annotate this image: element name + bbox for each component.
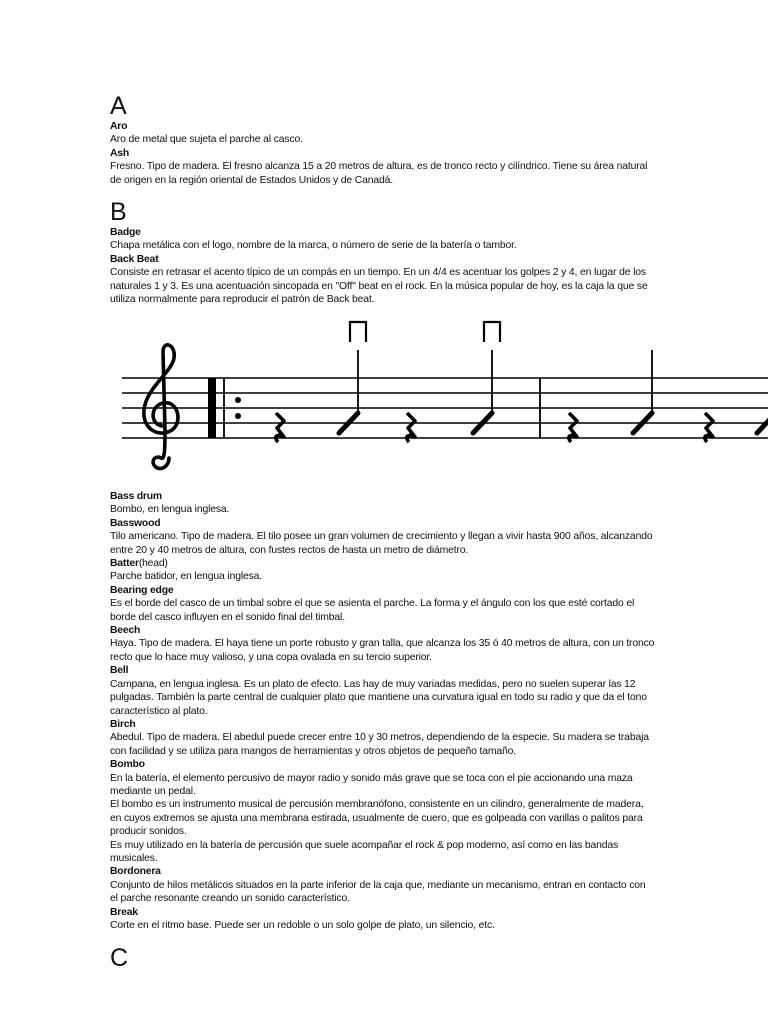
section-b bbox=[110, 198, 655, 306]
entry-term: Bell bbox=[110, 665, 129, 677]
entry-back-beat bbox=[110, 253, 655, 307]
entry-definition: En la batería, el elemento percusivo de mayor radio y sonido más grave que se toca con el pie accionando una maza mediante un pedal. bbox=[110, 772, 633, 797]
treble-clef-icon bbox=[144, 345, 178, 469]
entry-definition: El bombo es un instrumento musical de percusión membranófono, consistente en un cilindro, generalmente de madera, en cuyos extremos se ajusta una membrana estirada, usualmente de cuero, que es golpeada con varillas o palitos para producir sonidos. bbox=[110, 799, 644, 838]
entry-definition: Aro de metal que sujeta el parche al casco. bbox=[110, 134, 303, 146]
entry-term: Break bbox=[110, 906, 138, 918]
entry-term: Bombo bbox=[110, 759, 145, 771]
entry-term-suffix: (head) bbox=[138, 558, 168, 570]
entry-break bbox=[110, 906, 655, 933]
down-bow-accent-icon bbox=[350, 322, 366, 342]
entry-bordonera bbox=[110, 865, 655, 905]
entry-bearing-edge bbox=[110, 584, 655, 624]
entry-term: Bordonera bbox=[110, 866, 161, 878]
entry-bell bbox=[110, 664, 655, 718]
entry-badge bbox=[110, 226, 655, 253]
slash-note bbox=[757, 350, 768, 433]
section-letter-a: A bbox=[110, 92, 127, 120]
entry-definition: Haya. Tipo de madera. El haya tiene un porte robusto y gran talla, que alcanza los 35 ó 40 metros de altura, con un tronco recto que lo hace muy valioso, y una copa ovalada en su tercio superior. bbox=[110, 638, 655, 663]
entry-definition: Abedul. Tipo de madera. El abedul puede crecer entre 10 y 30 metros, dependiendo de la especie. Su madera se trabaja con facilidad y se utiliza para mangos de herramientas y otros objetos de pequeño tamaño. bbox=[110, 732, 649, 757]
entry-definition: Parche batidor, en lengua inglesa. bbox=[110, 571, 263, 583]
entry-definition: Conjunto de hilos metálicos situados en la parte inferior de la caja que, mediante un mecanismo, entran en contacto con el parche resonante creando un sonido característico. bbox=[110, 879, 646, 905]
entry-batter bbox=[110, 557, 655, 584]
entry-term: Basswood bbox=[110, 517, 161, 529]
entry-term: Badge bbox=[110, 227, 141, 238]
entry-definition: Tilo americano. Tipo de madera. El tilo posee un gran volumen de crecimiento y llegan a vivir hasta 900 años, alcanzando entre 20 y 40 metros de altura, con fustes rectos de hasta un metro de diámetro. bbox=[110, 531, 653, 556]
entry-ash bbox=[110, 147, 655, 187]
entry-beech bbox=[110, 624, 655, 664]
entry-definition: Chapa metálica con el logo, nombre de la marca, o número de serie de la batería o tambor. bbox=[110, 240, 517, 252]
notation-events bbox=[276, 322, 768, 442]
entry-birch bbox=[110, 718, 655, 758]
entry-term: Bass drum bbox=[110, 491, 162, 502]
entry-bombo bbox=[110, 758, 655, 865]
entry-definition: Bombo, en lengua inglesa. bbox=[110, 504, 230, 516]
back-beat-notation bbox=[0, 300, 768, 500]
entry-basswood bbox=[110, 517, 655, 557]
staff-lines bbox=[122, 378, 768, 438]
entry-term: Beech bbox=[110, 625, 141, 637]
entry-term: Bearing edge bbox=[110, 584, 174, 596]
section-letter-c: C bbox=[110, 944, 129, 972]
section-c bbox=[110, 944, 655, 972]
entry-definition: Fresno. Tipo de madera. El fresno alcanza 15 a 20 metros de altura, es de tronco recto y cilíndrico. Tiene su área natural de origen en la región oriental de Estados Unidos y de Canadá. bbox=[110, 161, 648, 186]
entry-term: Aro bbox=[110, 121, 128, 132]
entry-term: Ash bbox=[110, 147, 130, 159]
entry-term-text: Batter bbox=[110, 558, 139, 570]
entry-definition: Es el borde del casco de un timbal sobre el que se asienta el parche. La forma y el ángulo con los que esté cortado el borde del casco influyen en el sonido final del timbal. bbox=[110, 598, 635, 623]
entry-term bbox=[110, 557, 655, 570]
section-a bbox=[110, 92, 655, 187]
section-b-continued bbox=[110, 490, 655, 932]
section-letter-b: B bbox=[110, 198, 127, 226]
entry-term: Back Beat bbox=[110, 253, 159, 265]
down-bow-accent-icon bbox=[484, 322, 500, 342]
entry-aro bbox=[110, 120, 655, 147]
entry-term: Birch bbox=[110, 718, 136, 730]
entry-definition: Es muy utilizado en la batería de percusión que suele acompañar el rock & pop moderno, así como en las bandas musicales. bbox=[110, 839, 619, 864]
entry-definition: Consiste en retrasar el acento típico de un compás en un tiempo. En un 4/4 es acentuar los golpes 2 y 4, en lugar de los naturales 1 y 3. Es una acentuación sincopada en "Off" beat en el rock. En la música popular de hoy, es la caja la que se utiliza normalmente para reproducir el patrón de Back beat. bbox=[110, 267, 648, 306]
slash-note bbox=[633, 350, 652, 433]
entry-definition: Corte en el ritmo base. Puede ser un redoble o un solo golpe de plato, un silencio, etc. bbox=[110, 920, 495, 931]
entry-definition: Campana, en lengua inglesa. Es un plato de efecto. Las hay de muy variadas medidas, pero no suelen superar las 12 pulgadas. También la parte central de cualquier plato que mantiene una curvatura igual en todo su radio y que da el tono característico al plato. bbox=[110, 678, 647, 717]
